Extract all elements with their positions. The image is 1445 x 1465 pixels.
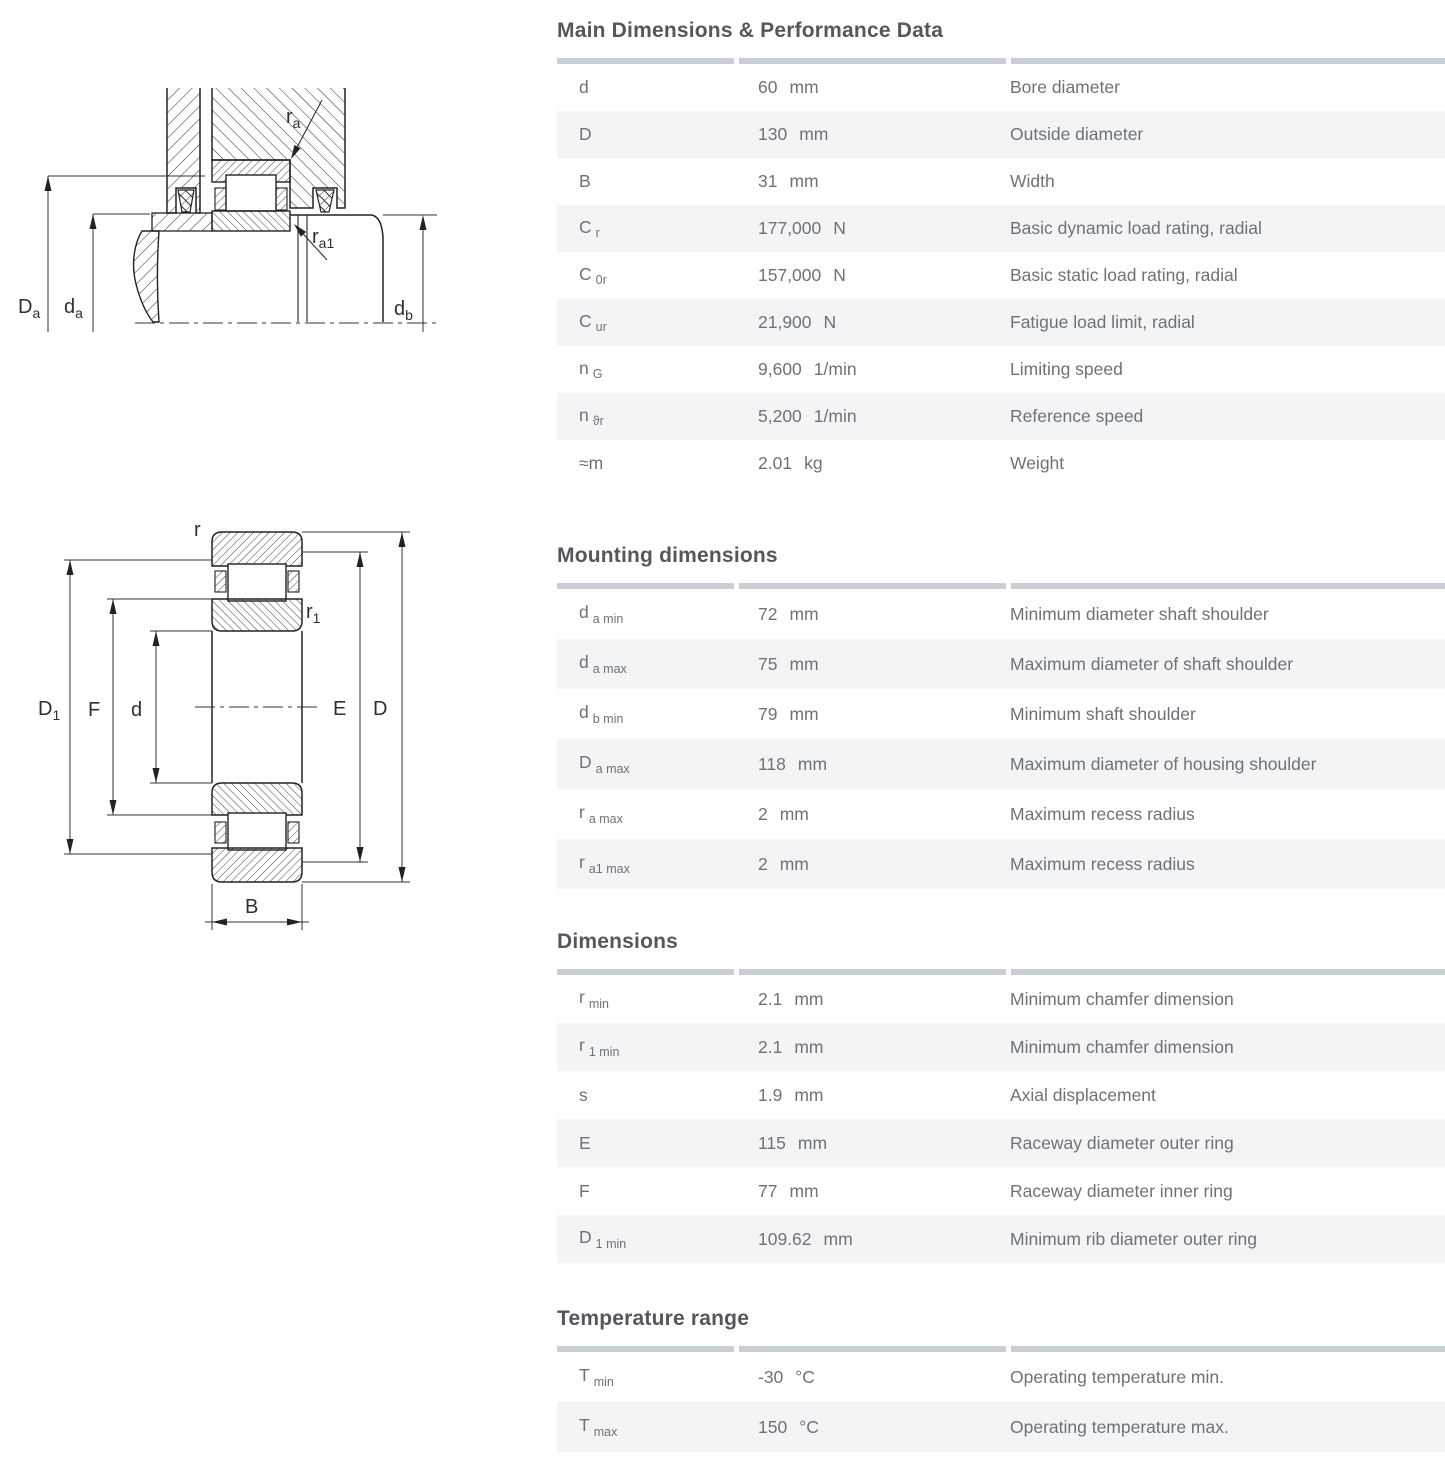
spec-row <box>557 789 1445 839</box>
row-description: Axial displacement <box>1010 1084 1156 1105</box>
row-description: Operating temperature min. <box>1010 1366 1224 1387</box>
row-value: 72 mm <box>758 603 819 624</box>
row-description: Fatigue load limit, radial <box>1010 312 1195 332</box>
spec-table <box>557 975 1445 1263</box>
row-symbol: d $_{a min}$ <box>579 602 624 626</box>
row-symbol: d $_{a max}$ <box>579 652 627 676</box>
row-symbol: E <box>579 1132 591 1153</box>
dim-label-ra: $r_a$ <box>286 106 301 131</box>
row-description: Reference speed <box>1010 406 1144 426</box>
spec-row <box>557 639 1445 689</box>
dim-label-D: D <box>373 698 388 720</box>
row-value: 2.1 mm <box>758 988 824 1009</box>
row-value: 130 mm <box>758 124 829 144</box>
row-value: 2 mm <box>758 803 809 824</box>
spec-row <box>557 393 1445 440</box>
shaft-shoulder <box>134 231 159 322</box>
row-description: Minimum shaft shoulder <box>1010 703 1196 724</box>
spec-row <box>557 1071 1445 1119</box>
row-description: Maximum diameter of shaft shoulder <box>1010 653 1294 674</box>
row-symbol: C $_{ur}$ <box>579 310 607 335</box>
spec-table <box>557 64 1445 487</box>
row-value: 31 mm <box>758 171 819 191</box>
upper-ring-section <box>212 532 302 631</box>
row-description: Basic static load rating, radial <box>1010 265 1238 285</box>
spec-row <box>557 205 1445 252</box>
spec-row <box>557 689 1445 739</box>
section-title: Temperature range <box>557 1307 750 1330</box>
section-temperature-range <box>557 1306 1445 1452</box>
dim-label-B: B <box>245 896 259 918</box>
row-symbol: B <box>579 171 591 191</box>
spec-table <box>557 589 1445 889</box>
row-symbol: D <box>579 124 592 144</box>
row-value: 77 mm <box>758 1180 819 1201</box>
row-value: 2 mm <box>758 853 809 874</box>
row-description: Maximum diameter of housing shoulder <box>1010 753 1317 774</box>
left-seal <box>178 190 194 212</box>
table-top-border <box>557 583 1445 589</box>
row-value: 118 mm <box>758 753 828 774</box>
row-symbol: r $_{min}$ <box>579 987 609 1011</box>
spec-table <box>557 1352 1445 1452</box>
row-symbol: C $_r$ <box>579 216 600 241</box>
dim-label-D1: $D_1$ <box>38 698 61 723</box>
row-symbol: ≈m <box>579 453 604 473</box>
row-symbol: r $_{1 min}$ <box>579 1035 620 1059</box>
spec-row <box>557 739 1445 789</box>
section-title: Main Dimensions & Performance Data <box>557 19 944 42</box>
row-value: 75 mm <box>758 653 819 674</box>
dimension-drawing-svg <box>0 500 470 970</box>
row-value: 5,200 1/min <box>758 406 857 426</box>
spec-row <box>557 158 1445 205</box>
row-symbol: r $_{a1 max}$ <box>579 852 630 876</box>
row-value: 150 °C <box>758 1416 819 1437</box>
row-symbol: s <box>579 1084 588 1105</box>
row-description: Raceway diameter outer ring <box>1010 1132 1234 1153</box>
spec-row <box>557 975 1445 1023</box>
row-value: 21,900 N <box>758 312 837 332</box>
dimension-drawing <box>0 500 470 970</box>
row-value: 9,600 1/min <box>758 359 857 379</box>
table-top-border <box>557 1346 1445 1352</box>
mounting-drawing-svg <box>0 55 470 400</box>
row-description: Width <box>1010 171 1055 191</box>
spec-row <box>557 111 1445 158</box>
table-top-border <box>557 58 1445 64</box>
row-value: -30 °C <box>758 1366 815 1387</box>
row-symbol: n $_G$ <box>579 357 603 382</box>
dim-label-r1: $r_1$ <box>306 601 321 626</box>
dim-label-r: r <box>194 519 201 541</box>
spec-row <box>557 839 1445 889</box>
row-description: Minimum chamfer dimension <box>1010 1036 1234 1057</box>
spec-row <box>557 299 1445 346</box>
row-symbol: n $_{ϑr}$ <box>579 404 604 429</box>
row-value: 79 mm <box>758 703 819 724</box>
section-dimensions <box>557 929 1445 1263</box>
mounting-drawing <box>0 55 470 400</box>
spec-row <box>557 1119 1445 1167</box>
row-value: 177,000 N <box>758 218 846 238</box>
spec-panel <box>557 0 1445 1452</box>
row-description: Operating temperature max. <box>1010 1416 1229 1437</box>
spec-row <box>557 1402 1445 1452</box>
dim-label-da: $d_a$ <box>64 296 83 321</box>
row-description: Maximum recess radius <box>1010 803 1195 824</box>
row-description: Raceway diameter inner ring <box>1010 1180 1233 1201</box>
spec-row <box>557 1352 1445 1402</box>
section-main-dimensions <box>557 18 1445 487</box>
row-symbol: d <box>579 77 589 97</box>
row-symbol: D $_{a max}$ <box>579 752 630 776</box>
row-value: 60 mm <box>758 77 819 97</box>
row-description: Minimum chamfer dimension <box>1010 988 1234 1009</box>
section-mounting-dimensions <box>557 543 1445 889</box>
row-description: Minimum diameter shaft shoulder <box>1010 603 1269 624</box>
row-symbol: D $_{1 min}$ <box>579 1227 627 1251</box>
spec-row <box>557 252 1445 299</box>
row-value: 157,000 N <box>758 265 846 285</box>
dim-label-F: F <box>88 699 101 721</box>
row-description: Limiting speed <box>1010 359 1123 379</box>
dim-label-Da: $D_a$ <box>18 296 41 321</box>
lower-ring-section <box>212 783 302 882</box>
row-description: Weight <box>1010 453 1065 473</box>
row-symbol: T $_{min}$ <box>579 1365 614 1389</box>
row-value: 1.9 mm <box>758 1084 824 1105</box>
row-symbol: T $_{max}$ <box>579 1415 618 1439</box>
spec-row <box>557 64 1445 111</box>
row-value: 2.1 mm <box>758 1036 824 1057</box>
row-description: Bore diameter <box>1010 77 1120 97</box>
spec-row <box>557 346 1445 393</box>
row-description: Maximum recess radius <box>1010 853 1195 874</box>
table-top-border <box>557 969 1445 975</box>
row-value: 115 mm <box>758 1132 828 1153</box>
row-description: Basic dynamic load rating, radial <box>1010 218 1262 238</box>
row-value: 109.62 mm <box>758 1228 853 1249</box>
right-seal <box>316 190 334 212</box>
spec-row <box>557 440 1445 487</box>
dim-label-d: d <box>131 699 143 721</box>
spec-row <box>557 1167 1445 1215</box>
row-symbol: r $_{a max}$ <box>579 802 623 826</box>
row-symbol: F <box>579 1180 590 1201</box>
abutment-spacer <box>152 213 212 231</box>
spec-row <box>557 1215 1445 1263</box>
bearing-section <box>212 160 290 231</box>
section-title: Mounting dimensions <box>557 544 778 567</box>
row-symbol: C $_{0r}$ <box>579 263 607 288</box>
spec-row <box>557 1023 1445 1071</box>
row-value: 2.01 kg <box>758 453 823 473</box>
dim-label-E: E <box>333 698 347 720</box>
section-title: Dimensions <box>557 930 679 953</box>
dim-label-ra1: $r_{a1}$ <box>312 226 335 251</box>
row-symbol: d $_{b min}$ <box>579 702 624 726</box>
dim-label-db: $d_b$ <box>394 298 413 323</box>
row-description: Outside diameter <box>1010 124 1144 144</box>
spec-row <box>557 589 1445 639</box>
row-description: Minimum rib diameter outer ring <box>1010 1228 1258 1249</box>
